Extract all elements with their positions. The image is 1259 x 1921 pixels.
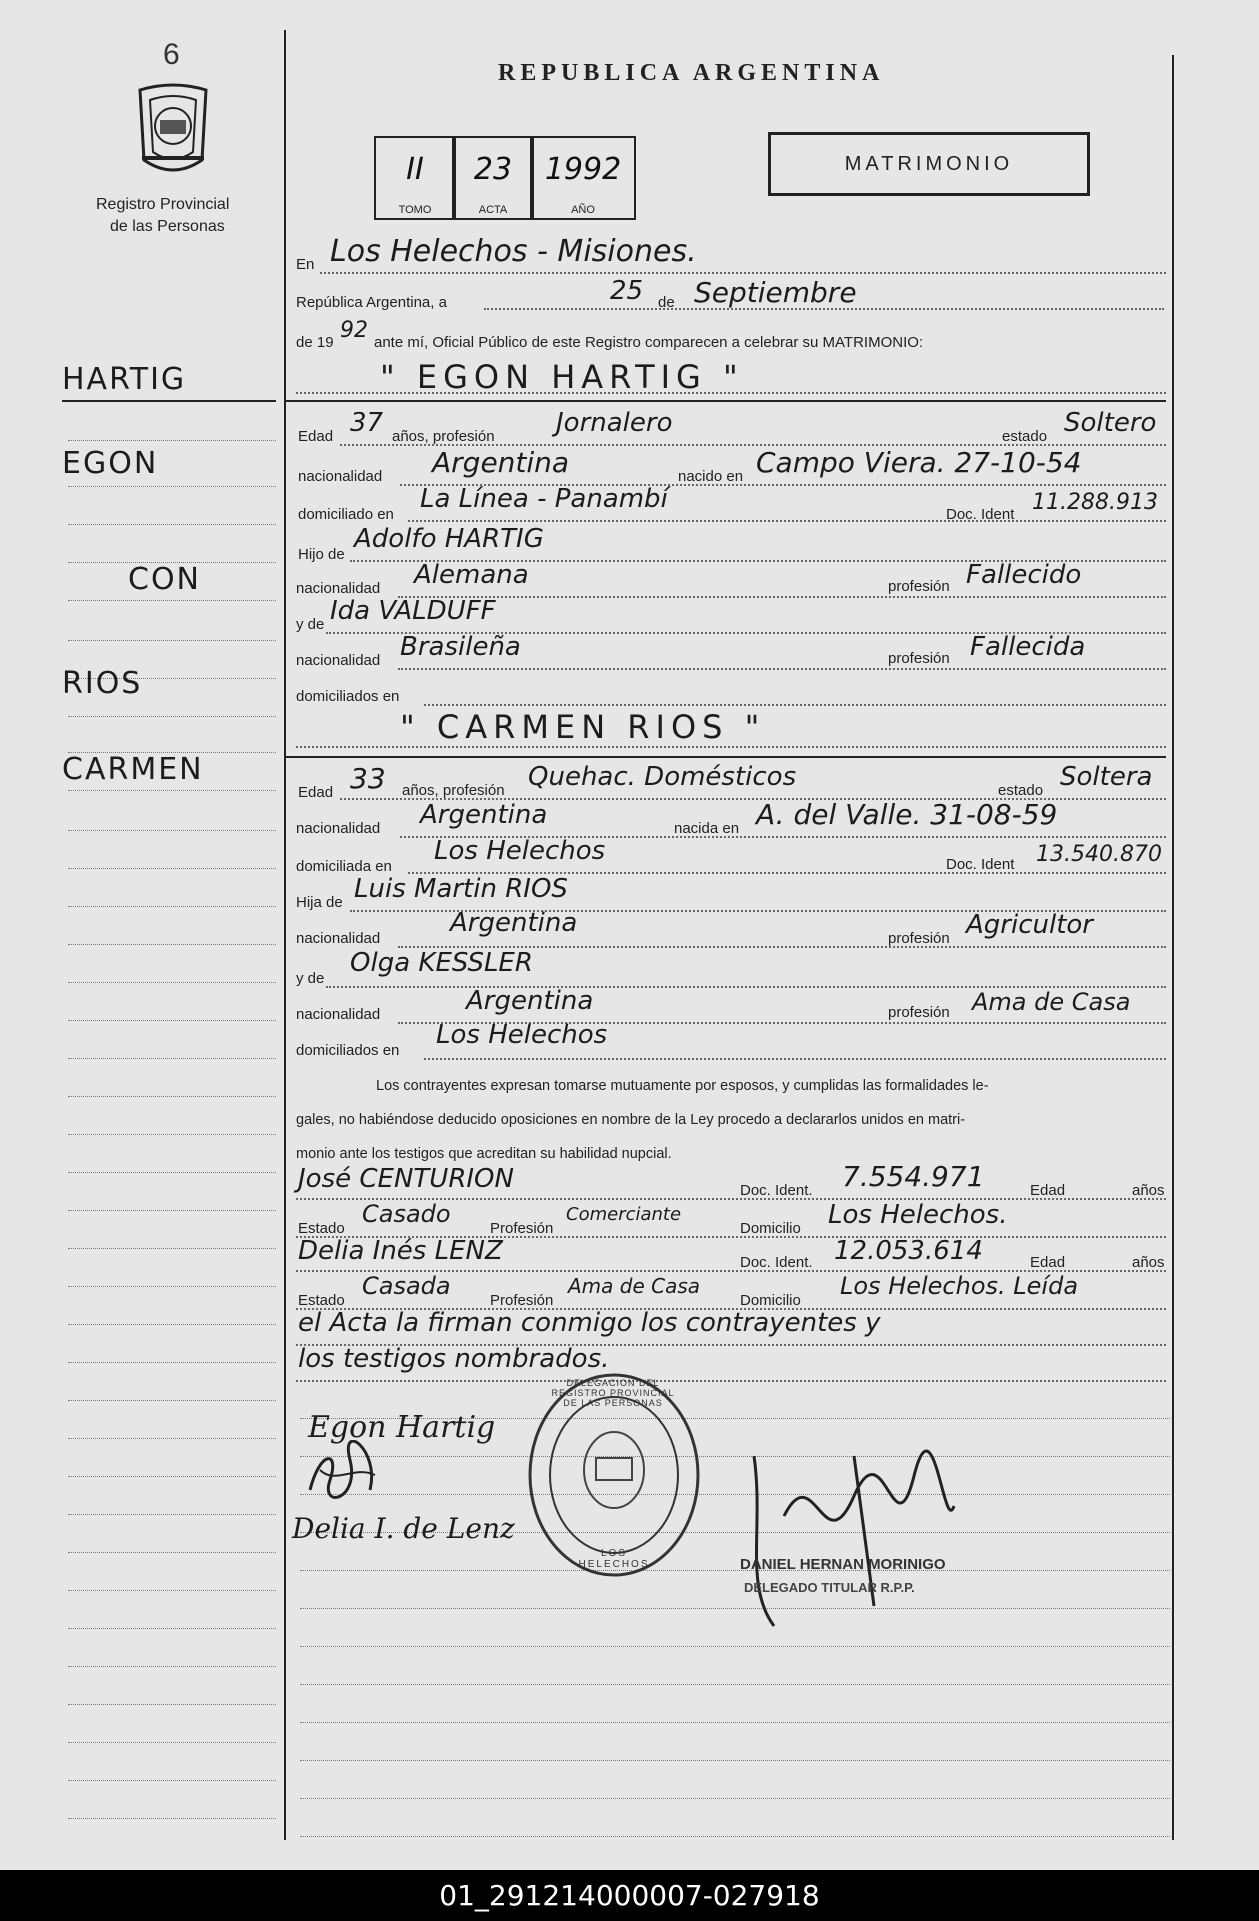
ano-box — [530, 136, 636, 220]
bride-parents-dom: Los Helechos — [436, 1020, 608, 1050]
bride-mother-nat-label: nacionalidad — [296, 1006, 381, 1023]
bride-yde-label: y de — [296, 970, 325, 987]
bride-father-nat: Argentina — [450, 908, 578, 938]
bride-estado: Soltera — [1060, 762, 1153, 792]
republica-label: República Argentina, a — [296, 294, 447, 311]
groom-estado: Soltero — [1064, 408, 1157, 438]
bride-father-nat-label: nacionalidad — [296, 930, 381, 947]
bride-hija-label: Hija de — [296, 894, 343, 911]
record-type-label: MATRIMONIO — [844, 153, 1014, 175]
bride-edad-label: Edad — [298, 784, 334, 801]
margin-surname-groom: HARTIG — [62, 362, 187, 397]
witness-1-signature-scribble — [300, 1440, 390, 1510]
bride-mother-prof-label: profesión — [888, 1004, 950, 1021]
intro-text: ante mí, Oficial Público de este Registro comparecen a celebrar su MATRIMONIO: — [374, 334, 924, 351]
record-type-box — [768, 132, 1090, 196]
declaration-line-2: gales, no habiéndose deducido oposiciones en nombre de la Ley procedo a declararlos unidos en matri- — [296, 1112, 966, 1128]
margin-underline — [62, 400, 276, 402]
bride-nat-label: nacionalidad — [296, 820, 381, 837]
witness-1-dom: Los Helechos. — [828, 1200, 1008, 1230]
witness-1-prof-label: Profesión — [490, 1220, 554, 1237]
declaration-line-1: Los contrayentes expresan tomarse mutuamente por esposos, y cumplidas las formalidades le- — [376, 1078, 989, 1094]
left-margin-rule — [284, 30, 286, 1840]
witness-1-estado: Casado — [362, 1200, 451, 1228]
de-label: de — [658, 294, 675, 311]
witness-2-signature: Delia I. de Lenz — [292, 1512, 515, 1545]
year-suffix: 92 — [340, 318, 368, 343]
bride-mother-nat: Argentina — [466, 986, 594, 1016]
witness-2-estado-label: Estado — [298, 1292, 345, 1309]
groom-yde-label: y de — [296, 616, 325, 633]
groom-nat-label: nacionalidad — [298, 468, 383, 485]
groom-age: 37 — [350, 408, 384, 438]
margin-given-bride: CARMEN — [62, 752, 204, 787]
groom-name: " EGON HARTIG " — [380, 358, 744, 396]
groom-hijo-label: Hijo de — [298, 546, 345, 563]
closing-line-2: los testigos nombrados. — [298, 1344, 610, 1374]
bride-mother-prof: Ama de Casa — [972, 988, 1131, 1016]
groom-doc-label: Doc. Ident — [946, 506, 1015, 523]
witness-1-name: José CENTURION — [298, 1164, 514, 1194]
witness-1-dom-label: Domicilio — [740, 1220, 801, 1237]
witness-2-dom-label: Domicilio — [740, 1292, 801, 1309]
groom-father-prof-label: profesión — [888, 578, 950, 595]
month-value: Septiembre — [694, 276, 857, 309]
registry-label-line-2: de las Personas — [110, 218, 225, 235]
bride-domicile: Los Helechos — [434, 836, 606, 866]
bride-father-prof-label: profesión — [888, 930, 950, 947]
official-signature-scribble — [734, 1436, 964, 1636]
bride-name: " CARMEN RIOS " — [400, 708, 766, 746]
groom-father-prof: Fallecido — [966, 560, 1082, 590]
scan-footer — [0, 1870, 1259, 1921]
witness-1-edad-label: Edad — [1030, 1182, 1066, 1199]
acta-box — [452, 136, 534, 220]
groom-signature: Egon Hartig — [308, 1410, 496, 1445]
witness-1-doc: 7.554.971 — [842, 1160, 985, 1193]
acta-value: 23 — [473, 152, 513, 187]
place-value: Los Helechos - Misiones. — [330, 234, 697, 269]
groom-parents-dom-label: domiciliados en — [296, 688, 400, 705]
groom-father-nat-label: nacionalidad — [296, 580, 381, 597]
witness-2-name: Delia Inés LENZ — [298, 1236, 503, 1266]
stamp-text: DELEGACION DEL REGISTRO PROVINCIAL DE LAS PERSONAS — [551, 1378, 675, 1408]
official-name: DANIEL HERNAN MORINIGO — [740, 1556, 946, 1573]
witness-2-prof-label: Profesión — [490, 1292, 554, 1309]
groom-birth: Campo Viera. 27-10-54 — [756, 446, 1082, 479]
closing-line-1: el Acta la firman conmigo los contrayentes y — [298, 1308, 881, 1338]
registry-label-line-1: Registro Provincial — [96, 196, 230, 213]
stamp-place: LOS HELECHOS — [578, 1548, 650, 1570]
bride-dom-label: domiciliada en — [296, 858, 392, 875]
tomo-label: TOMO — [398, 204, 432, 216]
official-title: DELEGADO TITULAR R.P.P. — [744, 1580, 915, 1595]
day-value: 25 — [610, 276, 644, 306]
groom-mother-prof: Fallecida — [970, 632, 1086, 662]
groom-father: Adolfo HARTIG — [354, 524, 544, 554]
witness-1-doc-label: Doc. Ident. — [740, 1182, 813, 1199]
groom-nationality: Argentina — [432, 446, 570, 479]
bride-anos-profesion-label: años, profesión — [402, 782, 505, 799]
tomo-value: II — [406, 152, 424, 187]
bride-profession: Quehac. Domésticos — [528, 762, 797, 792]
groom-domicile: La Línea - Panambí — [420, 484, 668, 514]
witness-2-doc-label: Doc. Ident. — [740, 1254, 813, 1271]
groom-doc: 11.288.913 — [1032, 490, 1158, 515]
groom-anos-profesion-label: años, profesión — [392, 428, 495, 445]
bride-birth: A. del Valle. 31-08-59 — [756, 798, 1058, 831]
witness-2-prof: Ama de Casa — [568, 1274, 701, 1298]
bride-father-prof: Agricultor — [966, 910, 1093, 940]
groom-dom-label: domiciliado en — [298, 506, 394, 523]
witness-2-anos-label: años — [1132, 1254, 1165, 1271]
bride-age: 33 — [350, 762, 386, 795]
country-title: REPUBLICA ARGENTINA — [498, 60, 885, 86]
groom-mother: Ida VALDUFF — [330, 596, 496, 626]
witness-2-doc: 12.053.614 — [834, 1236, 983, 1266]
witness-2-edad-label: Edad — [1030, 1254, 1066, 1271]
bride-parents-dom-label: domiciliados en — [296, 1042, 400, 1059]
bride-father: Luis Martin RIOS — [354, 874, 568, 904]
tomo-box — [374, 136, 456, 220]
ano-label: AÑO — [571, 204, 595, 216]
acta-label: ACTA — [478, 204, 508, 216]
bride-estado-label: estado — [998, 782, 1044, 799]
groom-profession: Jornalero — [556, 408, 673, 438]
witness-1-anos-label: años — [1132, 1182, 1165, 1199]
margin-given-groom: EGON — [62, 446, 159, 481]
witness-2-dom: Los Helechos. Leída — [840, 1272, 1079, 1300]
ano-value: 1992 — [544, 152, 622, 187]
bride-nationality: Argentina — [420, 800, 548, 830]
provincial-seal-icon — [132, 80, 214, 180]
groom-nacido-label: nacido en — [678, 468, 744, 485]
witness-2-estado: Casada — [362, 1272, 451, 1300]
margin-con: CON — [128, 562, 202, 597]
groom-estado-label: estado — [1002, 428, 1048, 445]
declaration-line-3: monio ante los testigos que acreditan su habilidad nupcial. — [296, 1146, 672, 1162]
page-number: 6 — [163, 38, 180, 71]
file-id: 01_291214000007-027918 — [439, 1879, 820, 1912]
en-label: En — [296, 256, 315, 273]
year-prefix: de 19 — [296, 334, 334, 351]
groom-mother-nat: Brasileña — [400, 632, 521, 662]
groom-mother-nat-label: nacionalidad — [296, 652, 381, 669]
groom-edad-label: Edad — [298, 428, 334, 445]
groom-father-nat: Alemana — [414, 560, 529, 590]
right-margin-rule — [1172, 55, 1174, 1840]
witness-1-prof: Comerciante — [566, 1204, 682, 1225]
margin-surname-bride: RIOS — [62, 666, 143, 701]
bride-doc-label: Doc. Ident — [946, 856, 1015, 873]
groom-mother-prof-label: profesión — [888, 650, 950, 667]
witness-1-estado-label: Estado — [298, 1220, 345, 1237]
bride-mother: Olga KESSLER — [350, 948, 533, 978]
bride-nacida-label: nacida en — [674, 820, 740, 837]
bride-doc: 13.540.870 — [1036, 842, 1162, 867]
